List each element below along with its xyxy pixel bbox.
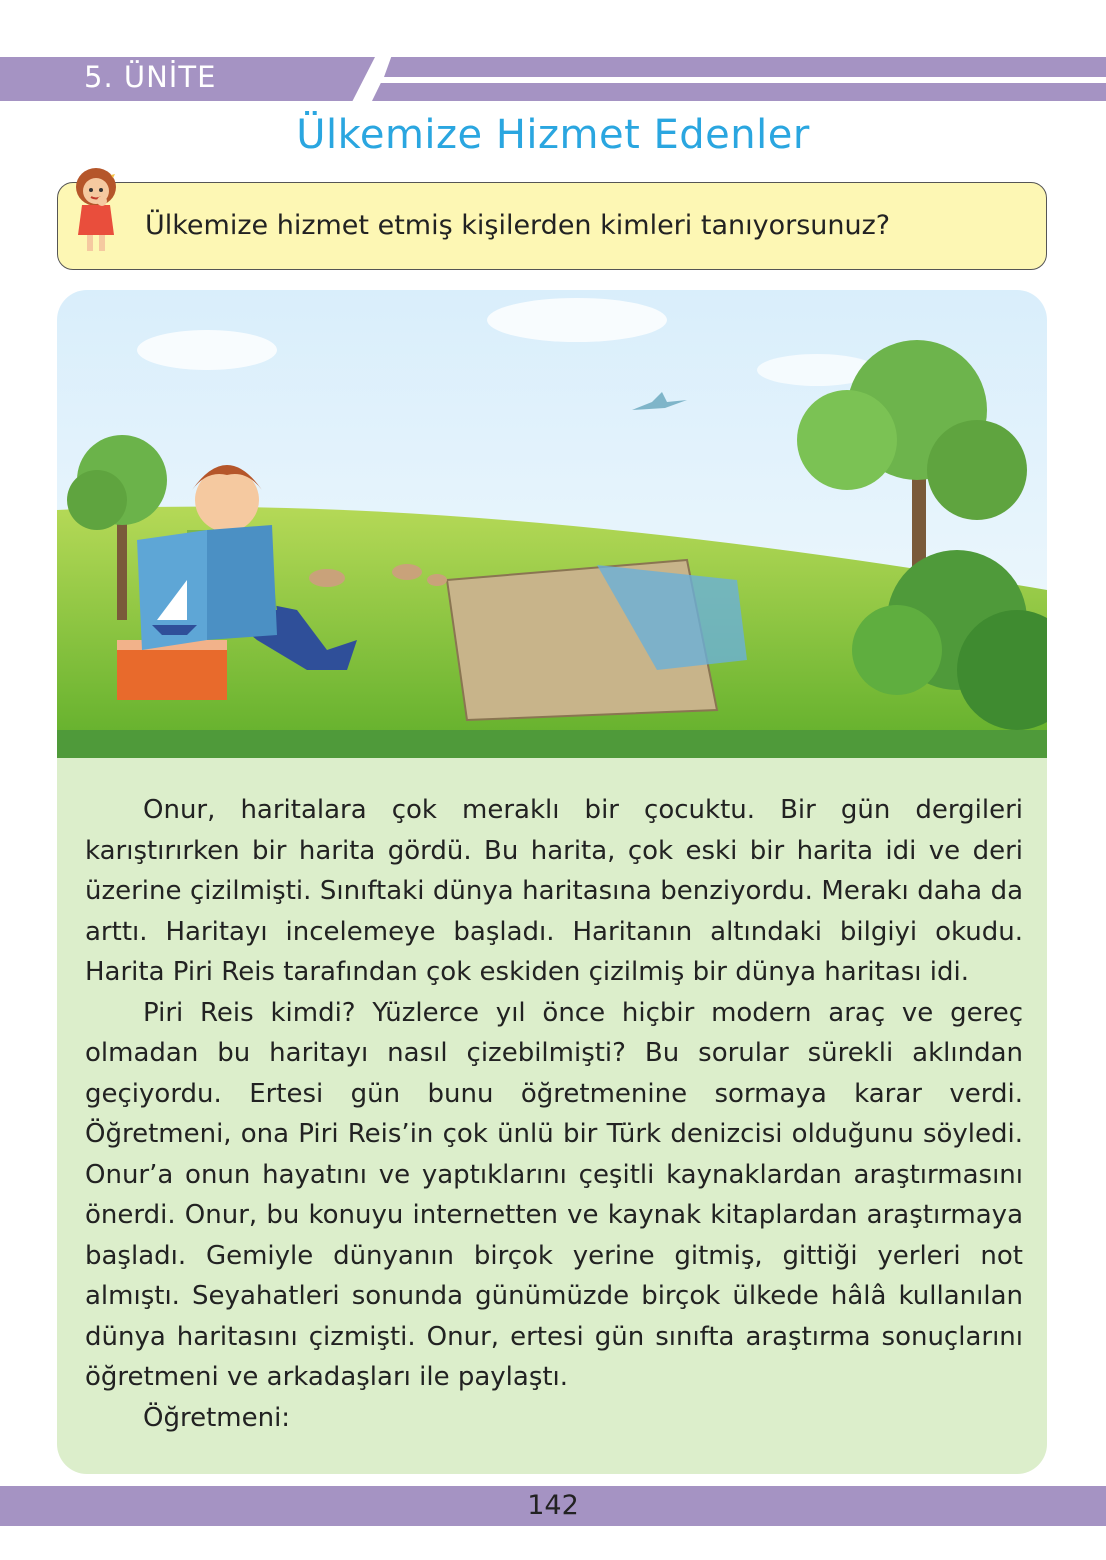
question-text: Ülkemize hizmet etmiş kişilerden kimleri tanıyorsunuz? — [145, 210, 891, 241]
unit-label: 5. ÜNİTE — [84, 60, 217, 94]
story-text — [85, 790, 1023, 1438]
story-illustration — [57, 290, 1047, 758]
page-number: 142 — [527, 1490, 579, 1521]
story-paragraph-1: Onur, haritalara çok meraklı bir çocuktu. Bir gün dergileri karıştırırken bir harita gördü. Bu harita, çok eski bir harita idi ve deri üzerine çizilmişti. Sınıftaki dünya haritasına benziyordu. Merakı daha da arttı. Haritayı incelemeye başladı. Haritanın altındaki bilgiyi okudu. Harita Piri Reis tarafından çok eskiden çizilmiş bir dünya haritası idi. — [85, 795, 1023, 987]
girl-thinking-icon — [62, 165, 130, 257]
story-paragraph-3: Öğretmeni: — [143, 1402, 291, 1433]
header-stripe-bottom — [372, 83, 1106, 101]
page-title: Ülkemize Hizmet Edenler — [296, 112, 810, 158]
story-paragraph-2: Piri Reis kimdi? Yüzlerce yıl önce hiçbir modern araç ve gereç olmadan bu haritayı nasıl çizebilmişti? Bu sorular sürekli aklından geçiyordu. Ertesi gün bunu öğretmenine sormaya karar verdi. Öğretmeni, ona Piri Reis’in çok ünlü bir Türk denizcisi olduğunu söyledi. Onur’a onun hayatını ve yaptıklarını çeşitli kaynaklardan araştırmasını önerdi. Onur, bu konuyu internetten ve kaynak kitaplardan araştırmaya başladı. Gemiyle dünyanın birçok yerine gitmiş, gittiği yerleri not almıştı. Seyahatleri sonunda günümüzde birçok ülkede hâlâ kullanılan dünya haritasını çizmişti. Onur, ertesi gün sınıfta araştırma sonuçlarını öğretmeni ve arkadaşları ile paylaştı. — [85, 997, 1023, 1392]
header-stripe-top — [384, 57, 1106, 77]
